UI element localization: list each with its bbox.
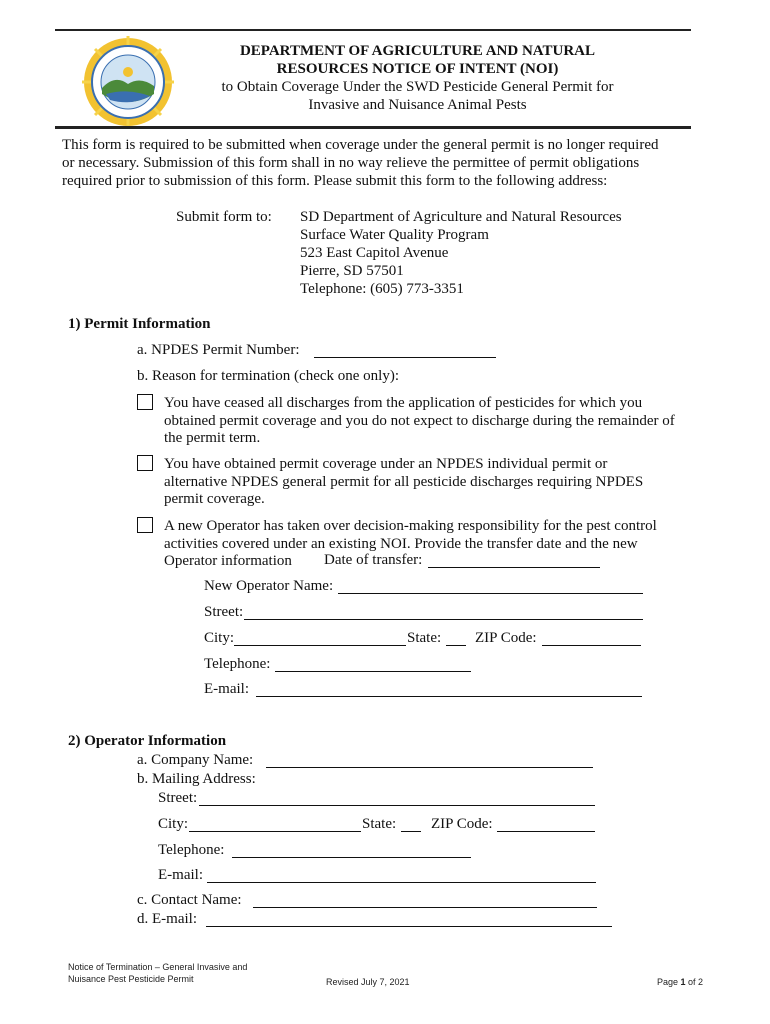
option3-checkbox[interactable] xyxy=(137,517,153,533)
header-title-line1: DEPARTMENT OF AGRICULTURE AND NATURAL xyxy=(239,43,596,59)
company-name-input[interactable] xyxy=(266,752,593,768)
reason-label: b. Reason for termination (check one only): xyxy=(137,368,400,384)
page-suffix: of 2 xyxy=(685,977,704,987)
new-operator-street-label: Street: xyxy=(204,604,244,620)
section1-title: 1) Permit Information xyxy=(68,316,211,332)
operator-street-input[interactable] xyxy=(199,790,595,806)
section2-title: 2) Operator Information xyxy=(68,733,227,749)
operator-telephone-label: Telephone: xyxy=(158,842,225,858)
address-line4: Pierre, SD 57501 xyxy=(300,263,404,279)
option3-line1: A new Operator has taken over decision-making responsibility for the pest control xyxy=(164,518,657,534)
footer-left-line2: Nuisance Pest Pesticide Permit xyxy=(68,974,194,984)
option3-line3: Operator information xyxy=(164,553,292,569)
operator-city-input[interactable] xyxy=(189,816,361,832)
address-line3: 523 East Capitol Avenue xyxy=(300,245,449,261)
operator-state-label: State: xyxy=(362,816,397,832)
company-name-label: a. Company Name: xyxy=(137,752,254,768)
npdes-number-input[interactable] xyxy=(314,342,496,358)
page-current: 1 xyxy=(680,977,686,987)
option1-checkbox[interactable] xyxy=(137,394,153,410)
option1-line1: You have ceased all discharges from the application of pesticides for which you xyxy=(164,395,643,411)
operator-street-label: Street: xyxy=(158,790,198,806)
new-operator-name-input[interactable] xyxy=(338,578,643,594)
date-transfer-label: Date of transfer: xyxy=(324,552,423,568)
option1-text xyxy=(164,395,704,448)
new-operator-telephone-input[interactable] xyxy=(275,656,471,672)
new-operator-email-label: E-mail: xyxy=(204,681,249,697)
option1-line2: obtained permit coverage and you do not expect to discharge during the remainder of xyxy=(164,412,675,429)
new-operator-telephone-label: Telephone: xyxy=(204,656,271,672)
mailing-address-label: b. Mailing Address: xyxy=(137,771,256,787)
option2-line3: permit coverage. xyxy=(164,491,265,507)
operator-email-label: E-mail: xyxy=(158,867,203,883)
header-rule xyxy=(55,126,691,129)
new-operator-zip-input[interactable] xyxy=(542,630,641,646)
new-operator-state-label: State: xyxy=(407,630,442,646)
top-rule xyxy=(55,29,691,31)
footer-page-number xyxy=(657,977,703,987)
option2-text xyxy=(164,456,704,509)
new-operator-city-input[interactable] xyxy=(234,630,406,646)
contact-email-input[interactable] xyxy=(206,911,612,927)
option3-line2: activities covered under an existing NOI. Provide the transfer date and the new xyxy=(164,535,638,552)
footer-left-line1: Notice of Termination – General Invasive and xyxy=(68,962,248,972)
option2-checkbox[interactable] xyxy=(137,455,153,471)
date-transfer-input[interactable] xyxy=(428,552,600,568)
address-line2: Surface Water Quality Program xyxy=(300,227,489,243)
option1-line3: the permit term. xyxy=(164,430,261,446)
header-subtitle-line1: to Obtain Coverage Under the SWD Pesticide General Permit for xyxy=(221,79,614,95)
contact-name-label: c. Contact Name: xyxy=(137,892,242,908)
operator-city-label: City: xyxy=(158,816,189,832)
intro-line3: required prior to submission of this form. Please submit this form to the following address: xyxy=(62,173,608,189)
intro-line1: This form is required to be submitted when coverage under the general permit is no longer required xyxy=(62,137,659,153)
contact-email-label: d. E-mail: xyxy=(137,911,197,927)
intro-line2: or necessary. Submission of this form shall in no way relieve the permittee of permit obligations xyxy=(62,155,640,171)
footer-revised: Revised July 7, 2021 xyxy=(326,977,410,987)
operator-zip-label: ZIP Code: xyxy=(431,816,493,832)
new-operator-street-input[interactable] xyxy=(244,604,643,620)
new-operator-city-label: City: xyxy=(204,630,235,646)
option2-line1: You have obtained permit coverage under an NPDES individual permit or xyxy=(164,456,608,472)
header-title-line2: RESOURCES NOTICE OF INTENT (NOI) xyxy=(276,61,559,77)
new-operator-name-label: New Operator Name: xyxy=(204,578,334,594)
operator-state-input[interactable] xyxy=(401,816,421,832)
operator-telephone-input[interactable] xyxy=(232,842,471,858)
contact-name-input[interactable] xyxy=(253,892,597,908)
operator-email-input[interactable] xyxy=(207,867,596,883)
new-operator-email-input[interactable] xyxy=(256,681,642,697)
submit-label: Submit form to: xyxy=(176,209,272,225)
state-seal-logo xyxy=(82,36,174,128)
header-subtitle-line2: Invasive and Nuisance Animal Pests xyxy=(308,97,527,113)
new-operator-state-input[interactable] xyxy=(446,630,466,646)
npdes-label: a. NPDES Permit Number: xyxy=(137,342,300,358)
option2-line2: alternative NPDES general permit for all pesticide discharges requiring NPDES xyxy=(164,473,644,490)
new-operator-zip-label: ZIP Code: xyxy=(475,630,537,646)
address-phone: Telephone: (605) 773-3351 xyxy=(300,281,464,297)
operator-zip-input[interactable] xyxy=(497,816,595,832)
address-line1: SD Department of Agriculture and Natural Resources xyxy=(300,209,622,225)
page-prefix: Page xyxy=(657,977,681,987)
